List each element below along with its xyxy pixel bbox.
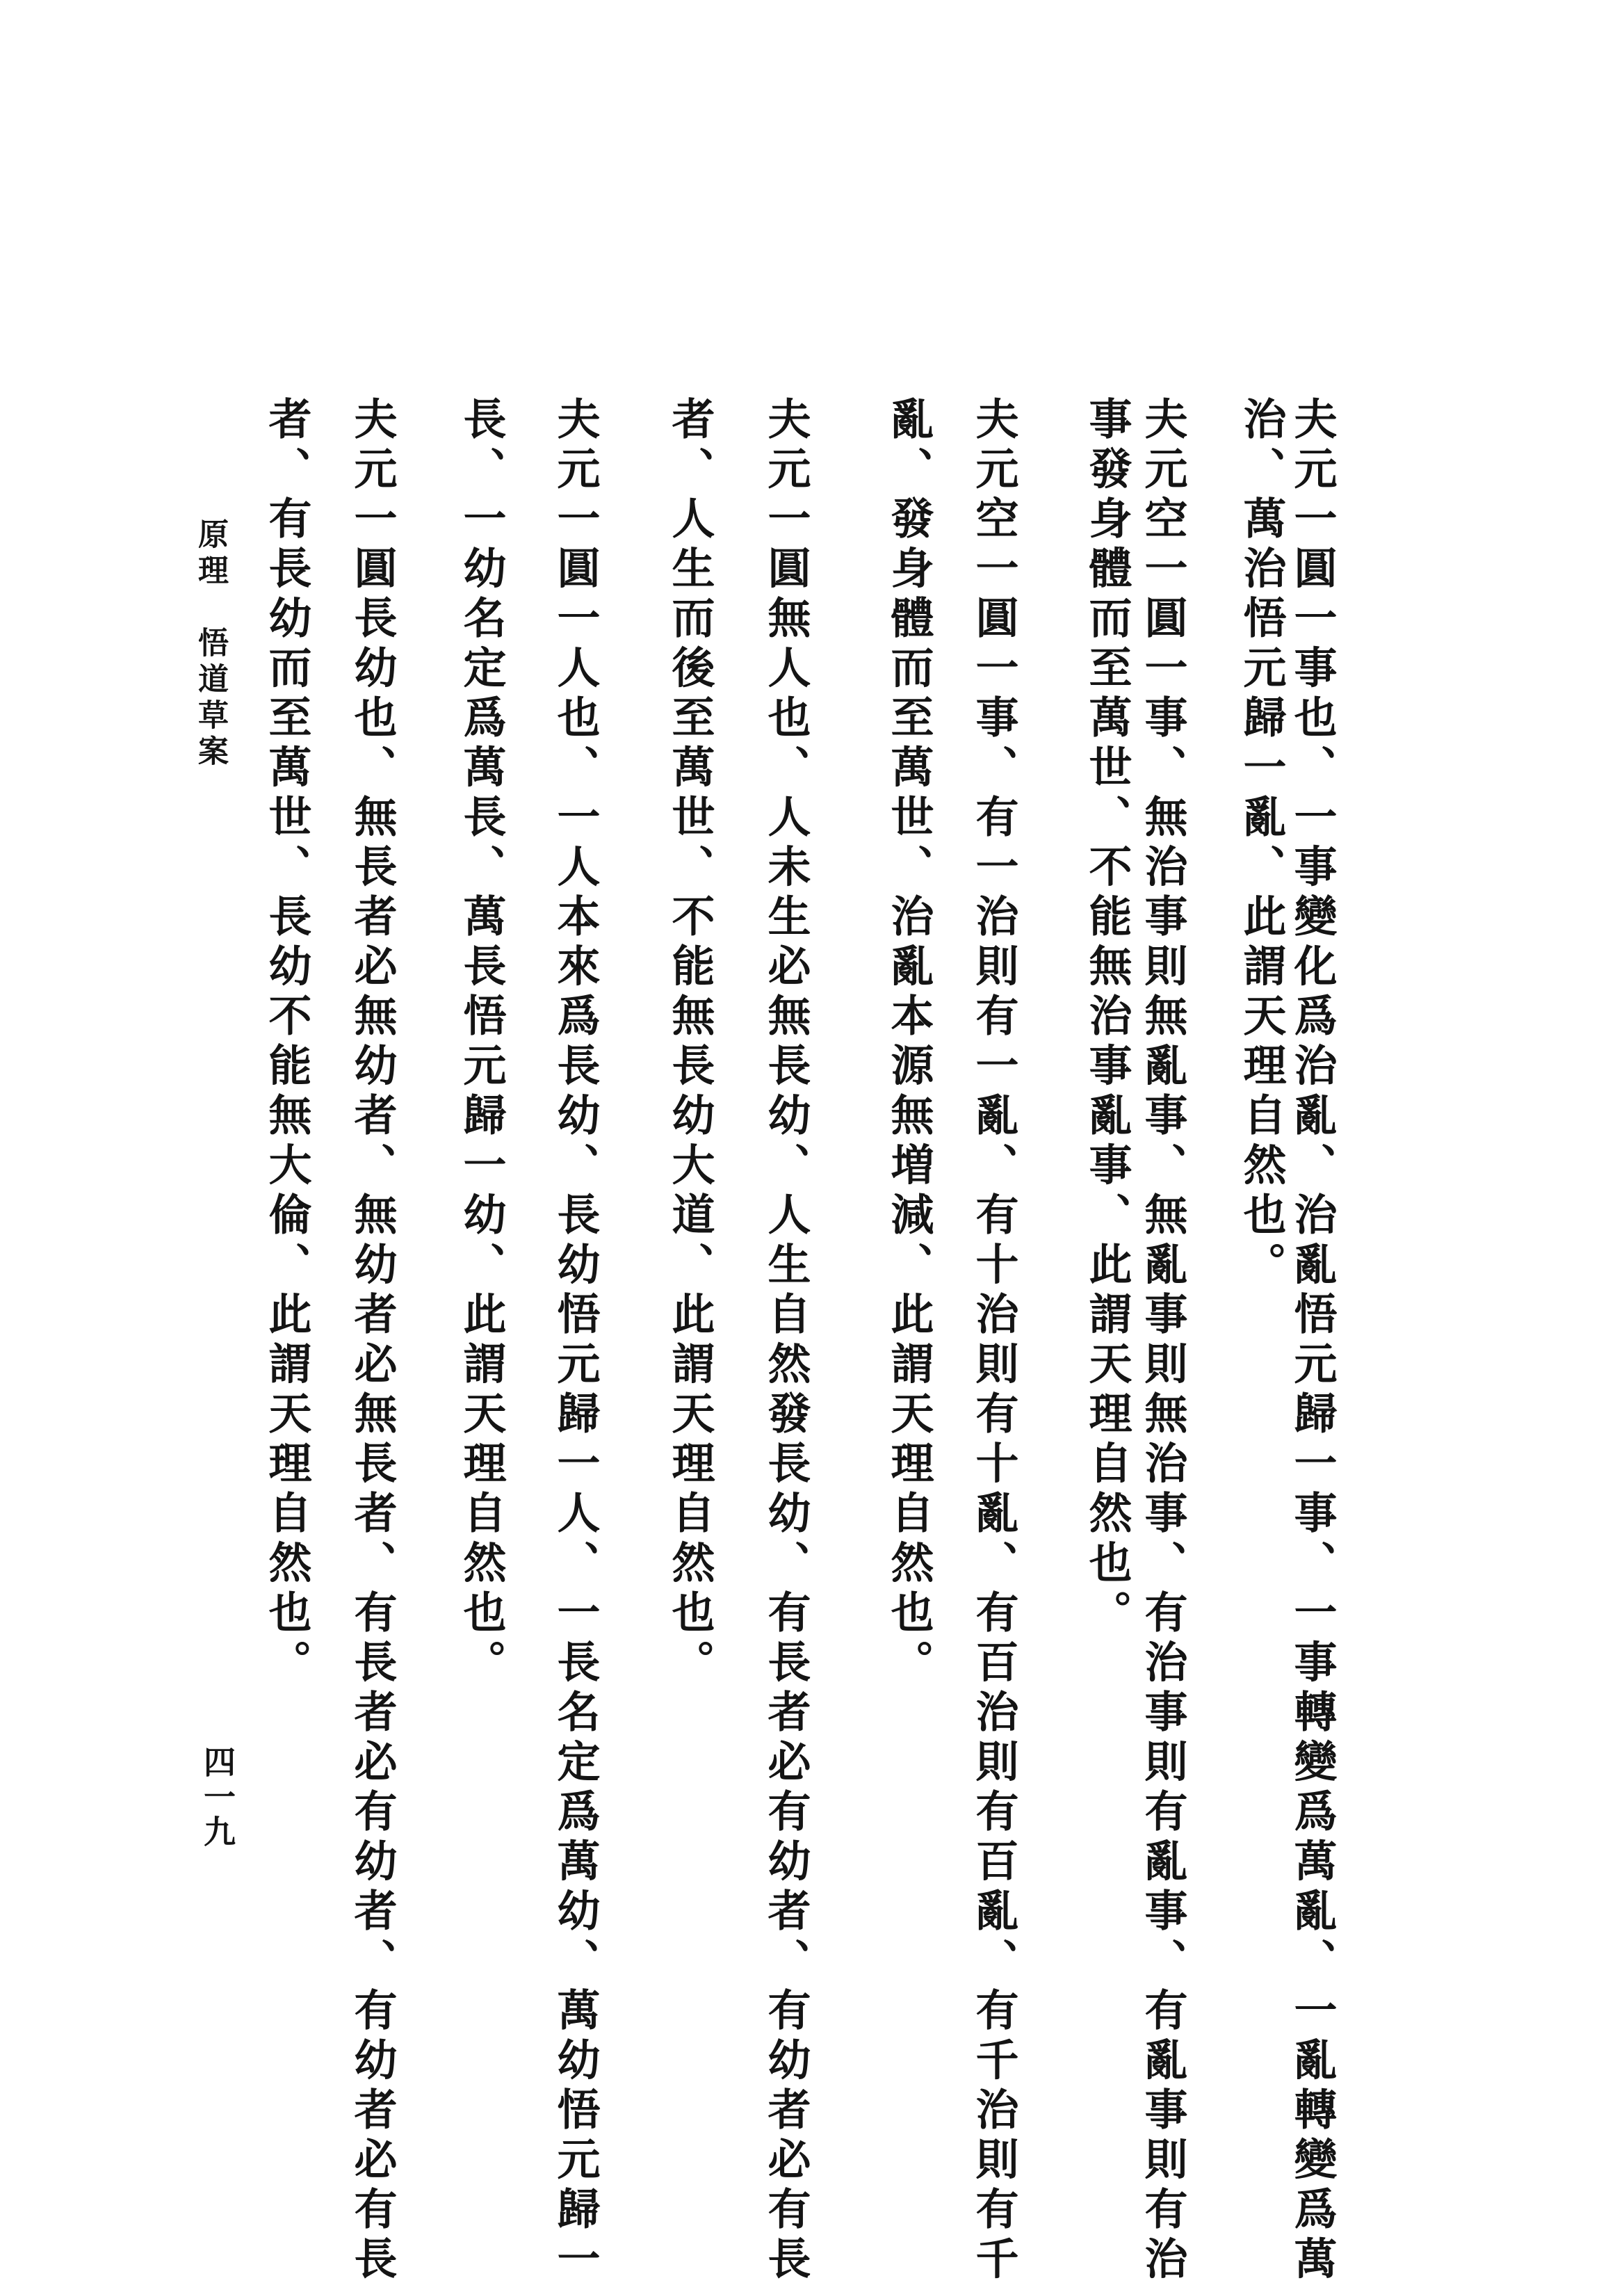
page-number: 四一九 [199,1745,236,1850]
text-column-9: 夫元一圓一人也、一人本來爲長幼、長幼悟元歸一人、一長名定爲萬幼、萬幼悟元歸一 [550,396,601,2286]
text-column-10: 長、一幼名定爲萬長、萬長悟元歸一幼、此謂天理自然也。 [456,396,507,1689]
text-column-3: 夫元空一圓一事、無治事則無亂事、無亂事則無治事、有治事則有亂事、有亂事則有治 [1137,396,1188,2286]
text-column-7: 夫元一圓無人也、人未生必無長幼、人生自然發長幼、有長者必有幼者、有幼者必有長 [761,396,811,2286]
text-column-2: 治、萬治悟元歸一亂、此謂天理自然也。 [1236,396,1287,1291]
text-column-4: 事發身體而至萬世、不能無治事亂事、此謂天理自然也。 [1082,396,1132,1640]
text-column-12: 者、有長幼而至萬世、長幼不能無大倫、此謂天理自然也。 [261,396,312,1689]
running-title: 原理 悟道草案 [193,518,228,771]
text-column-11: 夫元一圓長幼也、無長者必無幼者、無幼者必無長者、有長者必有幼者、有幼者必有長 [347,396,398,2286]
text-column-6: 亂、發身體而至萬世、治亂本源無増減、此謂天理自然也。 [884,396,934,1689]
text-column-5: 夫元空一圓一事、有一治則有一亂、有十治則有十亂、有百治則有百亂、有千治則有千 [968,396,1019,2286]
text-column-8: 者、人生而後至萬世、不能無長幼大道、此謂天理自然也。 [665,396,715,1689]
text-column-1: 夫元一圓一事也、一事變化爲治亂、治亂悟元歸一事、一事轉變爲萬亂、一亂轉變爲萬 [1287,396,1338,2286]
